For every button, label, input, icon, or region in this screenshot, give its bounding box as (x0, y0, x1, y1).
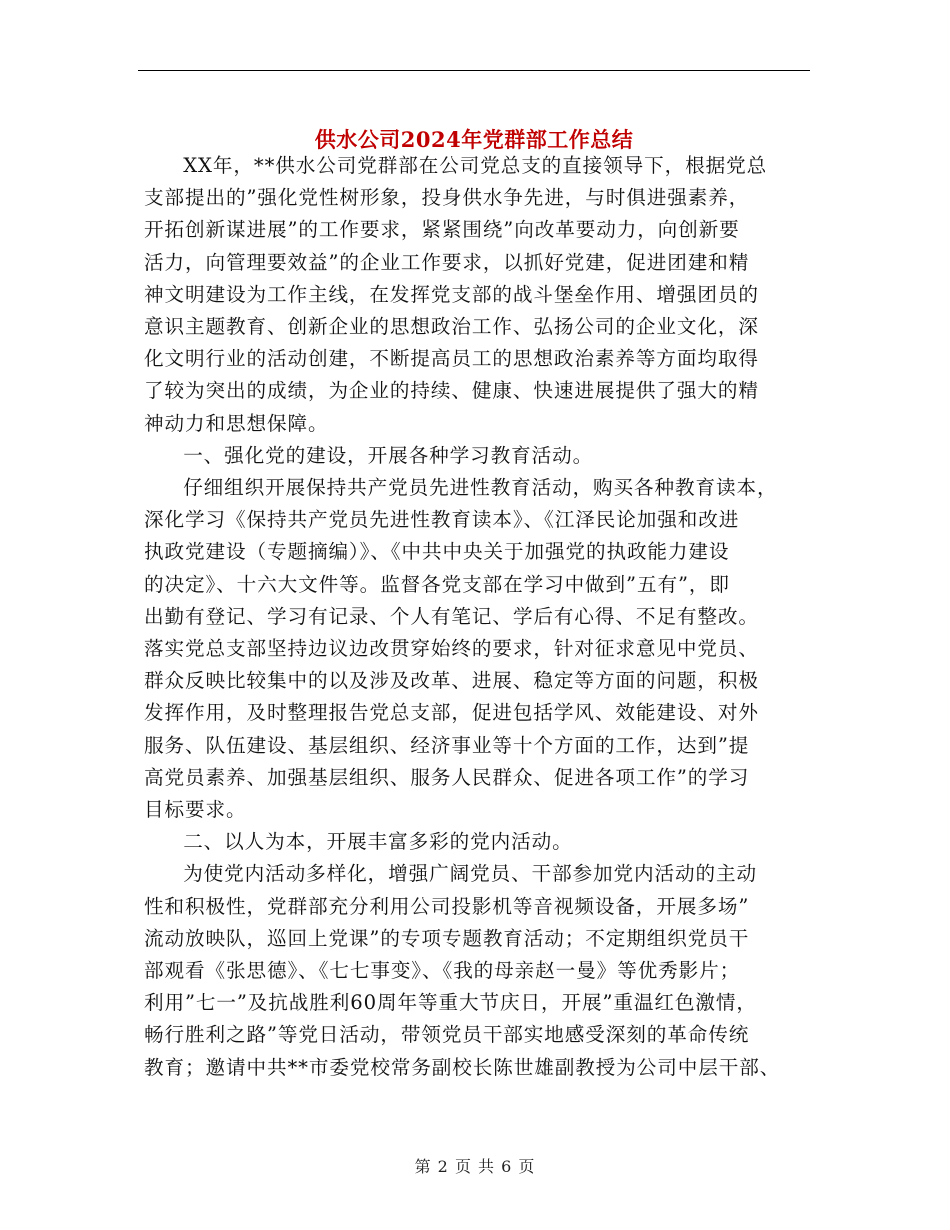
text-line: 意识主题教育、创新企业的思想政治工作、弘扬公司的企业文化，深 (144, 315, 759, 339)
text-line: 活力，向管理要效益”的企业工作要求，以抓好党建，促进团建和精 (144, 250, 750, 274)
text-line: 流动放映队，巡回上党课”的专项专题教育活动；不定期组织党员干 (144, 926, 750, 950)
paragraph-section-2 (144, 858, 812, 1083)
text-line: 目标要求。 (144, 798, 247, 822)
document-body (144, 150, 812, 1084)
text-line: 利用”七一”及抗战胜利60周年等重大节庆日，开展”重温红色激情， (144, 991, 757, 1015)
text-line: 落实党总支部坚持边议边改贯穿始终的要求，针对征求意见中党员、 (144, 637, 759, 661)
text-line: 神动力和思想保障。 (144, 411, 329, 435)
text-line: 开拓创新谋进展”的工作要求，紧紧围绕”向改革要动力，向创新要 (144, 218, 740, 242)
text-line: 执政党建设（专题摘编）》、《中共中央关于加强党的执政能力建设 (144, 540, 730, 564)
text-line: 出勤有登记、学习有记录、个人有笔记、学后有心得、不足有整改。 (144, 604, 759, 628)
paragraph-section-1 (144, 472, 812, 826)
text-line: 为使党内活动多样化，增强广阔党员、干部参加党内活动的主动 (183, 862, 758, 886)
text-line: 深化学习《保持共产党员先进性教育读本》、《江泽民论加强和改进 (144, 508, 740, 532)
text-line: 神文明建设为工作主线，在发挥党支部的战斗堡垒作用、增强团员的 (144, 282, 759, 306)
paragraph-intro (144, 150, 812, 440)
text-line: 的决定》、十六大文件等。监督各党支部在学习中做到”五有”，即 (144, 572, 730, 596)
heading-line: 二、以人为本，开展丰富多彩的党内活动。 (183, 830, 573, 854)
section-heading-1 (144, 440, 812, 472)
text-line: 支部提出的”强化党性树形象，投身供水争先进，与时俱进强素养， (144, 186, 750, 210)
text-line: 了较为突出的成绩，为企业的持续、健康、快速进展提供了强大的精 (144, 379, 759, 403)
text-line: 畅行胜利之路”等党日活动，带领党员干部实地感受深刻的革命传统 (144, 1023, 750, 1047)
heading-line: 一、强化党的建设，开展各种学习教育活动。 (183, 443, 594, 467)
text-line: 群众反映比较集中的以及涉及改革、进展、稳定等方面的问题，积极 (144, 669, 759, 693)
header-rule (138, 70, 810, 71)
text-line: 部观看《张思德》、《七七事变》、《我的母亲赵一曼》等优秀影片； (144, 959, 741, 983)
document-title: 供水公司2024年党群部工作总结 (314, 127, 634, 153)
text-line: 教育；邀请中共**市委党校常务副校长陈世雄副教授为公司中层干部、 (144, 1055, 781, 1079)
text-line: 仔细组织开展保持共产党员先进性教育活动，购买各种教育读本， (183, 476, 778, 500)
text-line: XX年，**供水公司党群部在公司党总支的直接领导下，根据党总 (183, 154, 768, 177)
text-line: 化文明行业的活动创建，不断提高员工的思想政治素养等方面均取得 (144, 347, 759, 371)
text-line: 服务、队伍建设、基层组织、经济事业等十个方面的工作，达到”提 (144, 733, 750, 757)
text-line: 发挥作用，及时整理报告党总支部，促进包括学风、效能建设、对外 (144, 701, 759, 725)
page-footer: 第 2 页 共 6 页 (414, 1157, 536, 1176)
section-heading-2 (144, 826, 812, 858)
text-line: 性和积极性，党群部充分利用公司投影机等音视频设备，开展多场” (144, 894, 750, 918)
text-line: 高党员素养、加强基层组织、服务人民群众、促进各项工作”的学习 (144, 765, 750, 789)
